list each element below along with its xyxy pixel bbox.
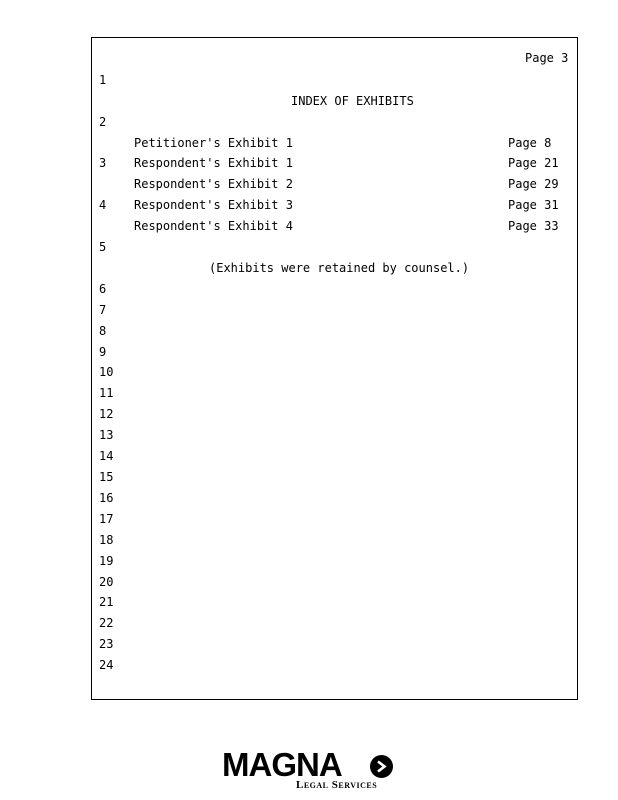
page-number: Page 3: [525, 51, 569, 65]
exhibit-page: Page 29: [508, 177, 559, 191]
line-number: 4: [99, 198, 107, 212]
line-number: 1: [99, 73, 107, 87]
logo-wordmark: MAGNA: [222, 746, 342, 783]
line-number: 23: [99, 637, 114, 651]
line-number: 21: [99, 595, 114, 609]
line-number: 14: [99, 449, 114, 463]
exhibit-name: Respondent's Exhibit 1: [134, 156, 293, 170]
line-number: 18: [99, 533, 114, 547]
exhibit-name: Respondent's Exhibit 3: [134, 198, 293, 212]
line-number: 2: [99, 115, 107, 129]
exhibit-name: Respondent's Exhibit 4: [134, 219, 293, 233]
chevron-right-icon: [370, 755, 393, 778]
line-number: 9: [99, 345, 107, 359]
retained-note: (Exhibits were retained by counsel.): [209, 261, 470, 275]
exhibit-name: Respondent's Exhibit 2: [134, 177, 293, 191]
line-number: 3: [99, 156, 107, 170]
line-number: 15: [99, 470, 114, 484]
line-number: 11: [99, 386, 114, 400]
line-number: 24: [99, 658, 114, 672]
line-number: 7: [99, 303, 107, 317]
exhibit-page: Page 21: [508, 156, 559, 170]
line-number: 16: [99, 491, 114, 505]
exhibit-name: Petitioner's Exhibit 1: [134, 136, 293, 150]
index-title: INDEX OF EXHIBITS: [291, 94, 414, 108]
logo-subtitle-text: Legal Services: [296, 779, 378, 791]
line-number: 5: [99, 240, 107, 254]
line-number: 13: [99, 428, 114, 442]
line-number: 22: [99, 616, 114, 630]
line-number: 12: [99, 407, 114, 421]
line-number: 6: [99, 282, 107, 296]
line-number: 20: [99, 575, 114, 589]
exhibit-page: Page 31: [508, 198, 559, 212]
line-number: 10: [99, 365, 114, 379]
exhibit-page: Page 8: [508, 136, 552, 150]
magna-logo: [222, 747, 397, 793]
line-number: 19: [99, 554, 114, 568]
line-number: 8: [99, 324, 107, 338]
line-number: 17: [99, 512, 114, 526]
exhibit-page: Page 33: [508, 219, 559, 233]
logo-subtitle: [296, 780, 377, 791]
